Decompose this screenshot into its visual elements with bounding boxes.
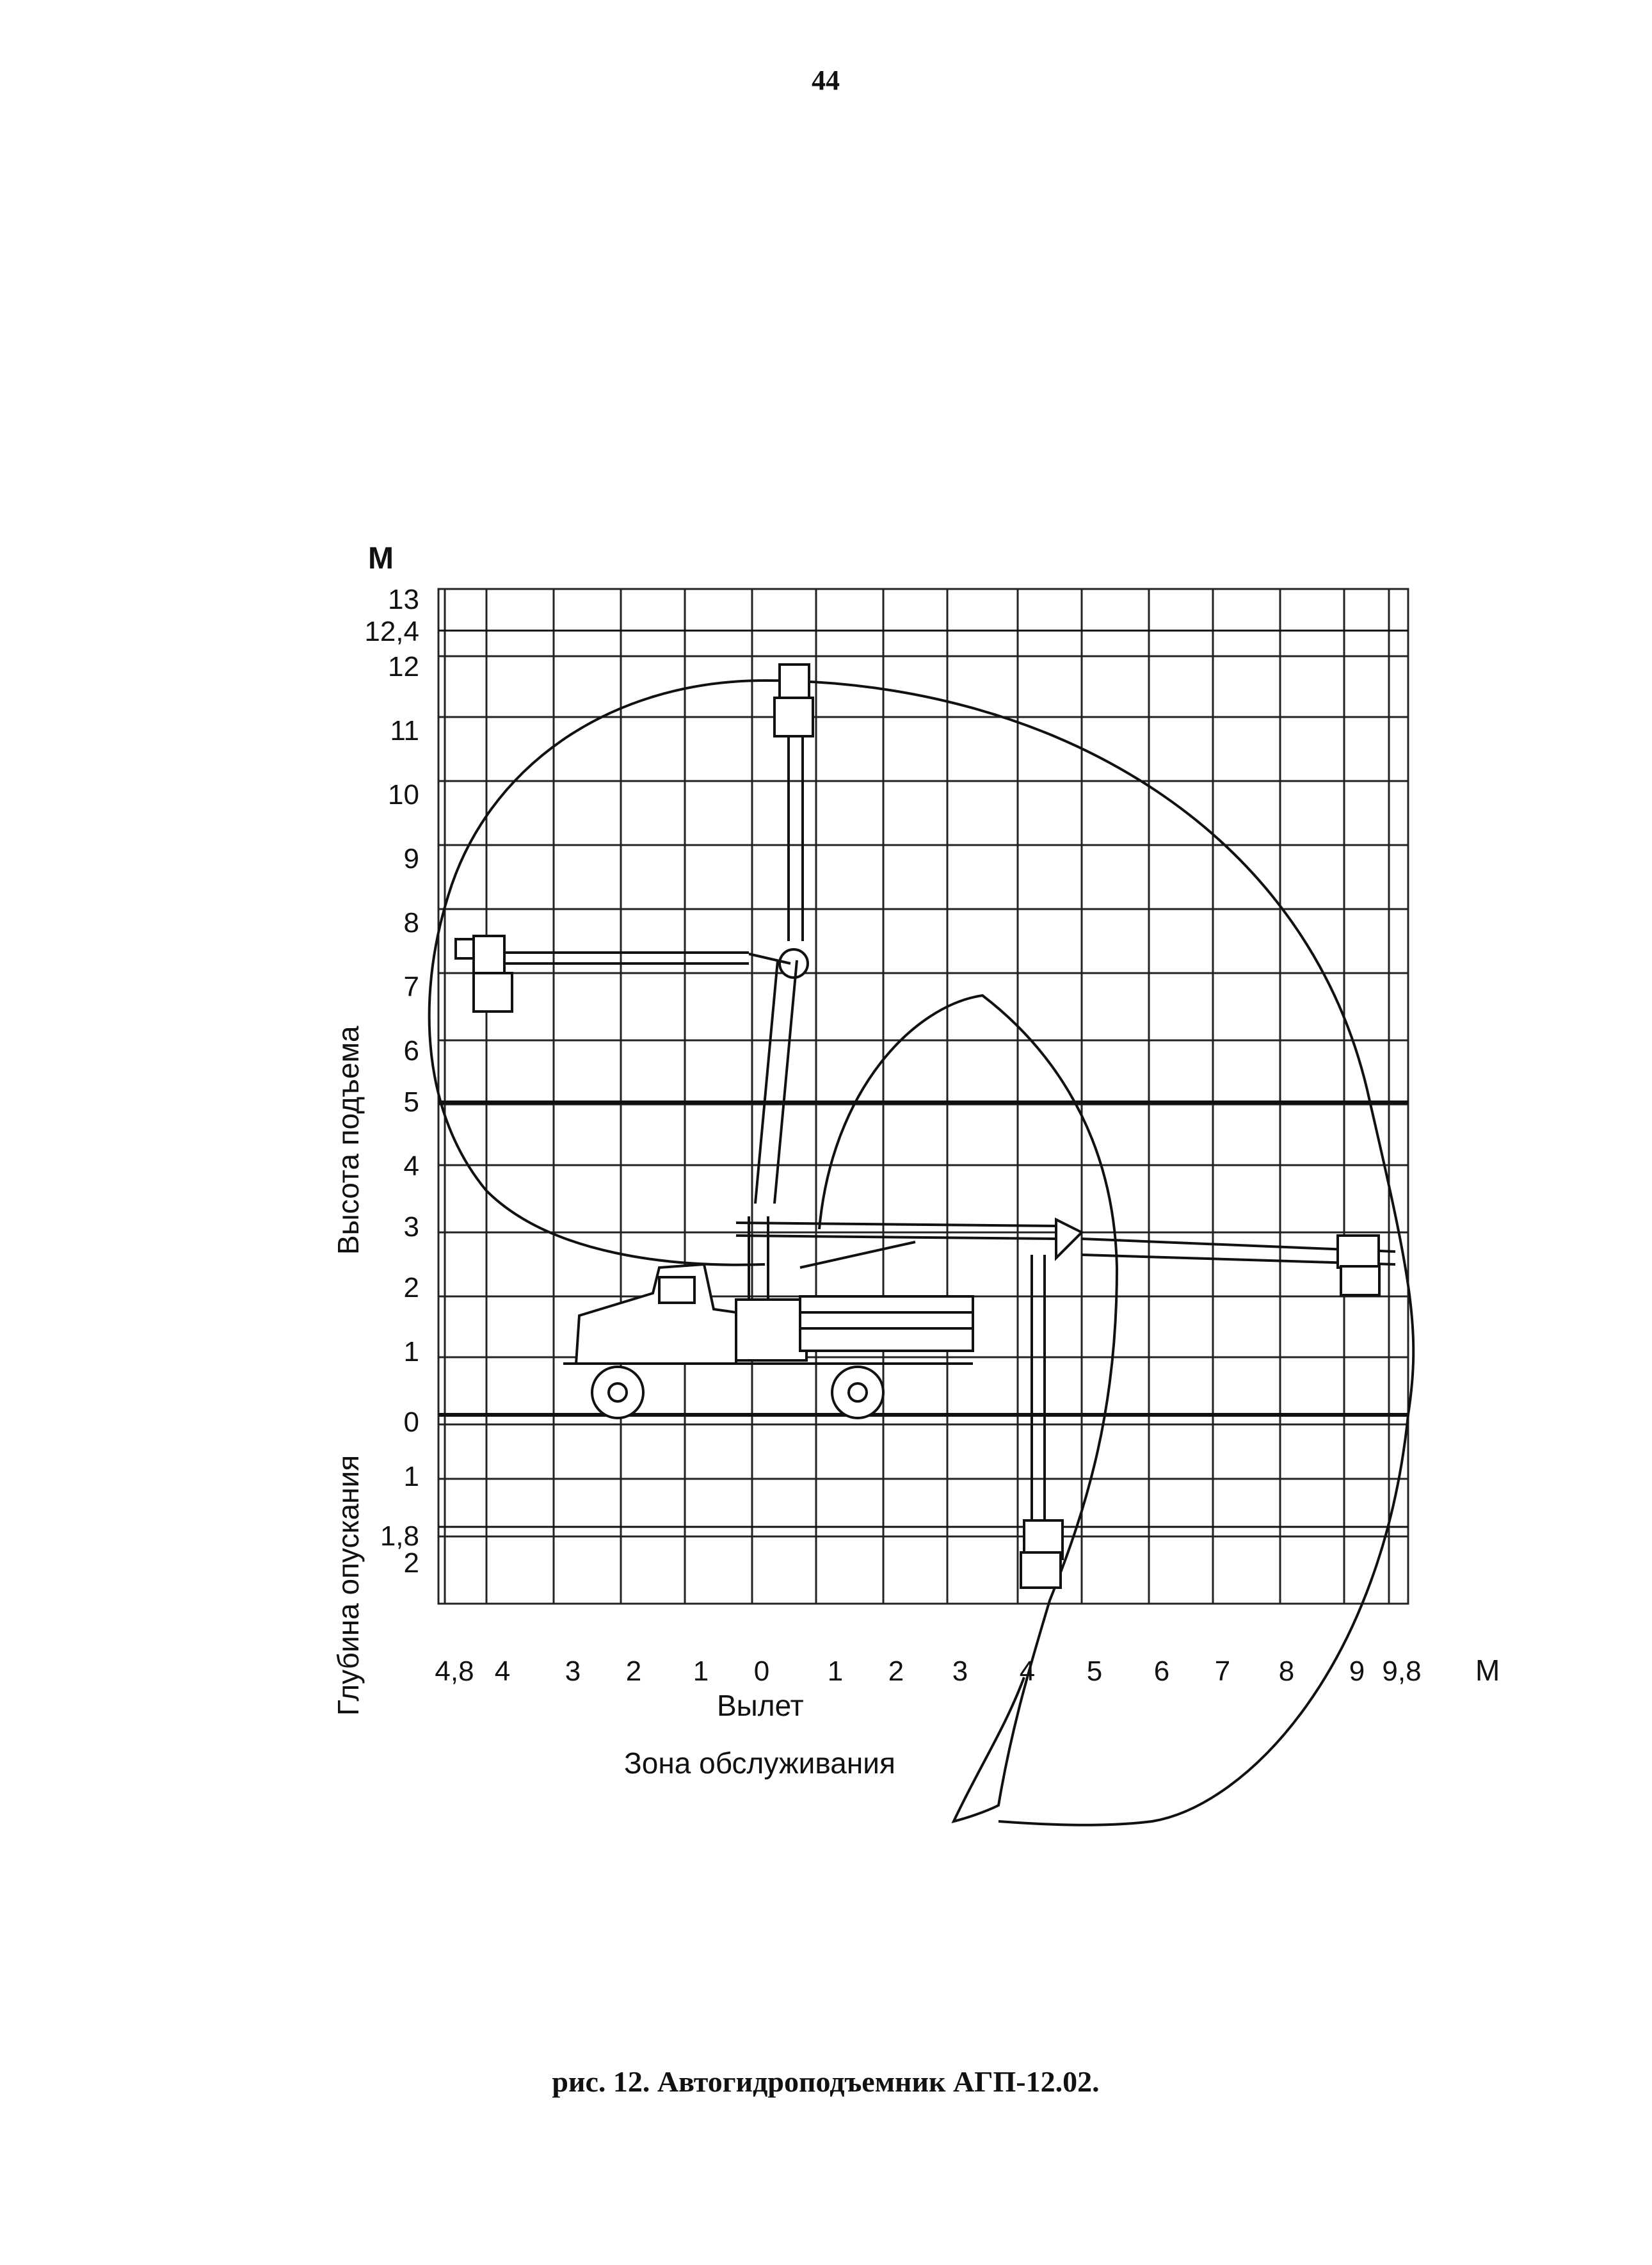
x-tick-label: 4,8 (435, 1656, 474, 1687)
right-boom (736, 1220, 1395, 1295)
y-tick-labels (364, 584, 419, 1579)
vertical-boom (755, 665, 813, 1204)
figure-caption: рис. 12. Автогидроподъемник АГП-12.02. (552, 2065, 1100, 2098)
y-tick-label: 3 (403, 1211, 419, 1243)
y-tick-label: 7 (403, 971, 419, 1003)
x-axis-label: Вылет (717, 1689, 804, 1722)
x-tick-label: 9 (1349, 1656, 1365, 1687)
descending-boom (1021, 1255, 1063, 1588)
height-axis-label: Высота подъема (332, 1026, 365, 1255)
zone-label: Зона обслуживания (624, 1746, 895, 1780)
x-tick-label: 2 (625, 1656, 642, 1687)
y-tick-label: 6 (403, 1035, 419, 1067)
x-tick-labels (435, 1656, 1421, 1687)
x-tick-label: 1 (693, 1656, 709, 1687)
x-tick-label: 4 (494, 1656, 511, 1687)
y-tick-label: 11 (390, 715, 419, 746)
reference-lines (438, 631, 1408, 1527)
y-tick-label: 9 (403, 843, 419, 875)
y-tick-label: 8 (403, 907, 419, 939)
x-tick-label: 5 (1086, 1656, 1103, 1687)
y-tick-label: 10 (388, 779, 419, 810)
y-tick-label: 13 (388, 584, 419, 615)
x-tick-label: 4 (1019, 1656, 1036, 1687)
outer-work-envelope (429, 681, 1414, 1825)
y-tick-label: 1 (403, 1336, 419, 1367)
x-tick-label: 3 (952, 1656, 968, 1687)
x-tick-label: 7 (1214, 1656, 1231, 1687)
x-tick-label: 2 (888, 1656, 904, 1687)
y-tick-label: 12,4 (364, 616, 419, 647)
truck (563, 1216, 973, 1418)
y-tick-label: 2 (403, 1272, 419, 1303)
y-unit-label: М (368, 542, 394, 576)
y-tick-label: 1,8 (380, 1520, 419, 1552)
depth-axis-label: Глубина опускания (332, 1455, 365, 1716)
grid (438, 589, 1408, 1604)
x-tick-label: 9,8 (1382, 1656, 1422, 1687)
page-number: 44 (812, 65, 840, 96)
x-tick-label: 8 (1278, 1656, 1295, 1687)
y-tick-label: 0 (403, 1407, 419, 1438)
grid-border (438, 589, 1408, 1604)
x-tick-label: 1 (827, 1656, 844, 1687)
x-unit-label: М (1475, 1654, 1500, 1687)
y-tick-label: 5 (403, 1086, 419, 1118)
y-tick-label: 1 (403, 1461, 419, 1492)
x-tick-label: 6 (1153, 1656, 1170, 1687)
x-tick-label: 0 (753, 1656, 770, 1687)
y-tick-label: 4 (403, 1150, 419, 1182)
x-tick-label: 3 (565, 1656, 581, 1687)
y-tick-label: 12 (388, 651, 419, 682)
y-tick-label: 2 (403, 1547, 419, 1579)
